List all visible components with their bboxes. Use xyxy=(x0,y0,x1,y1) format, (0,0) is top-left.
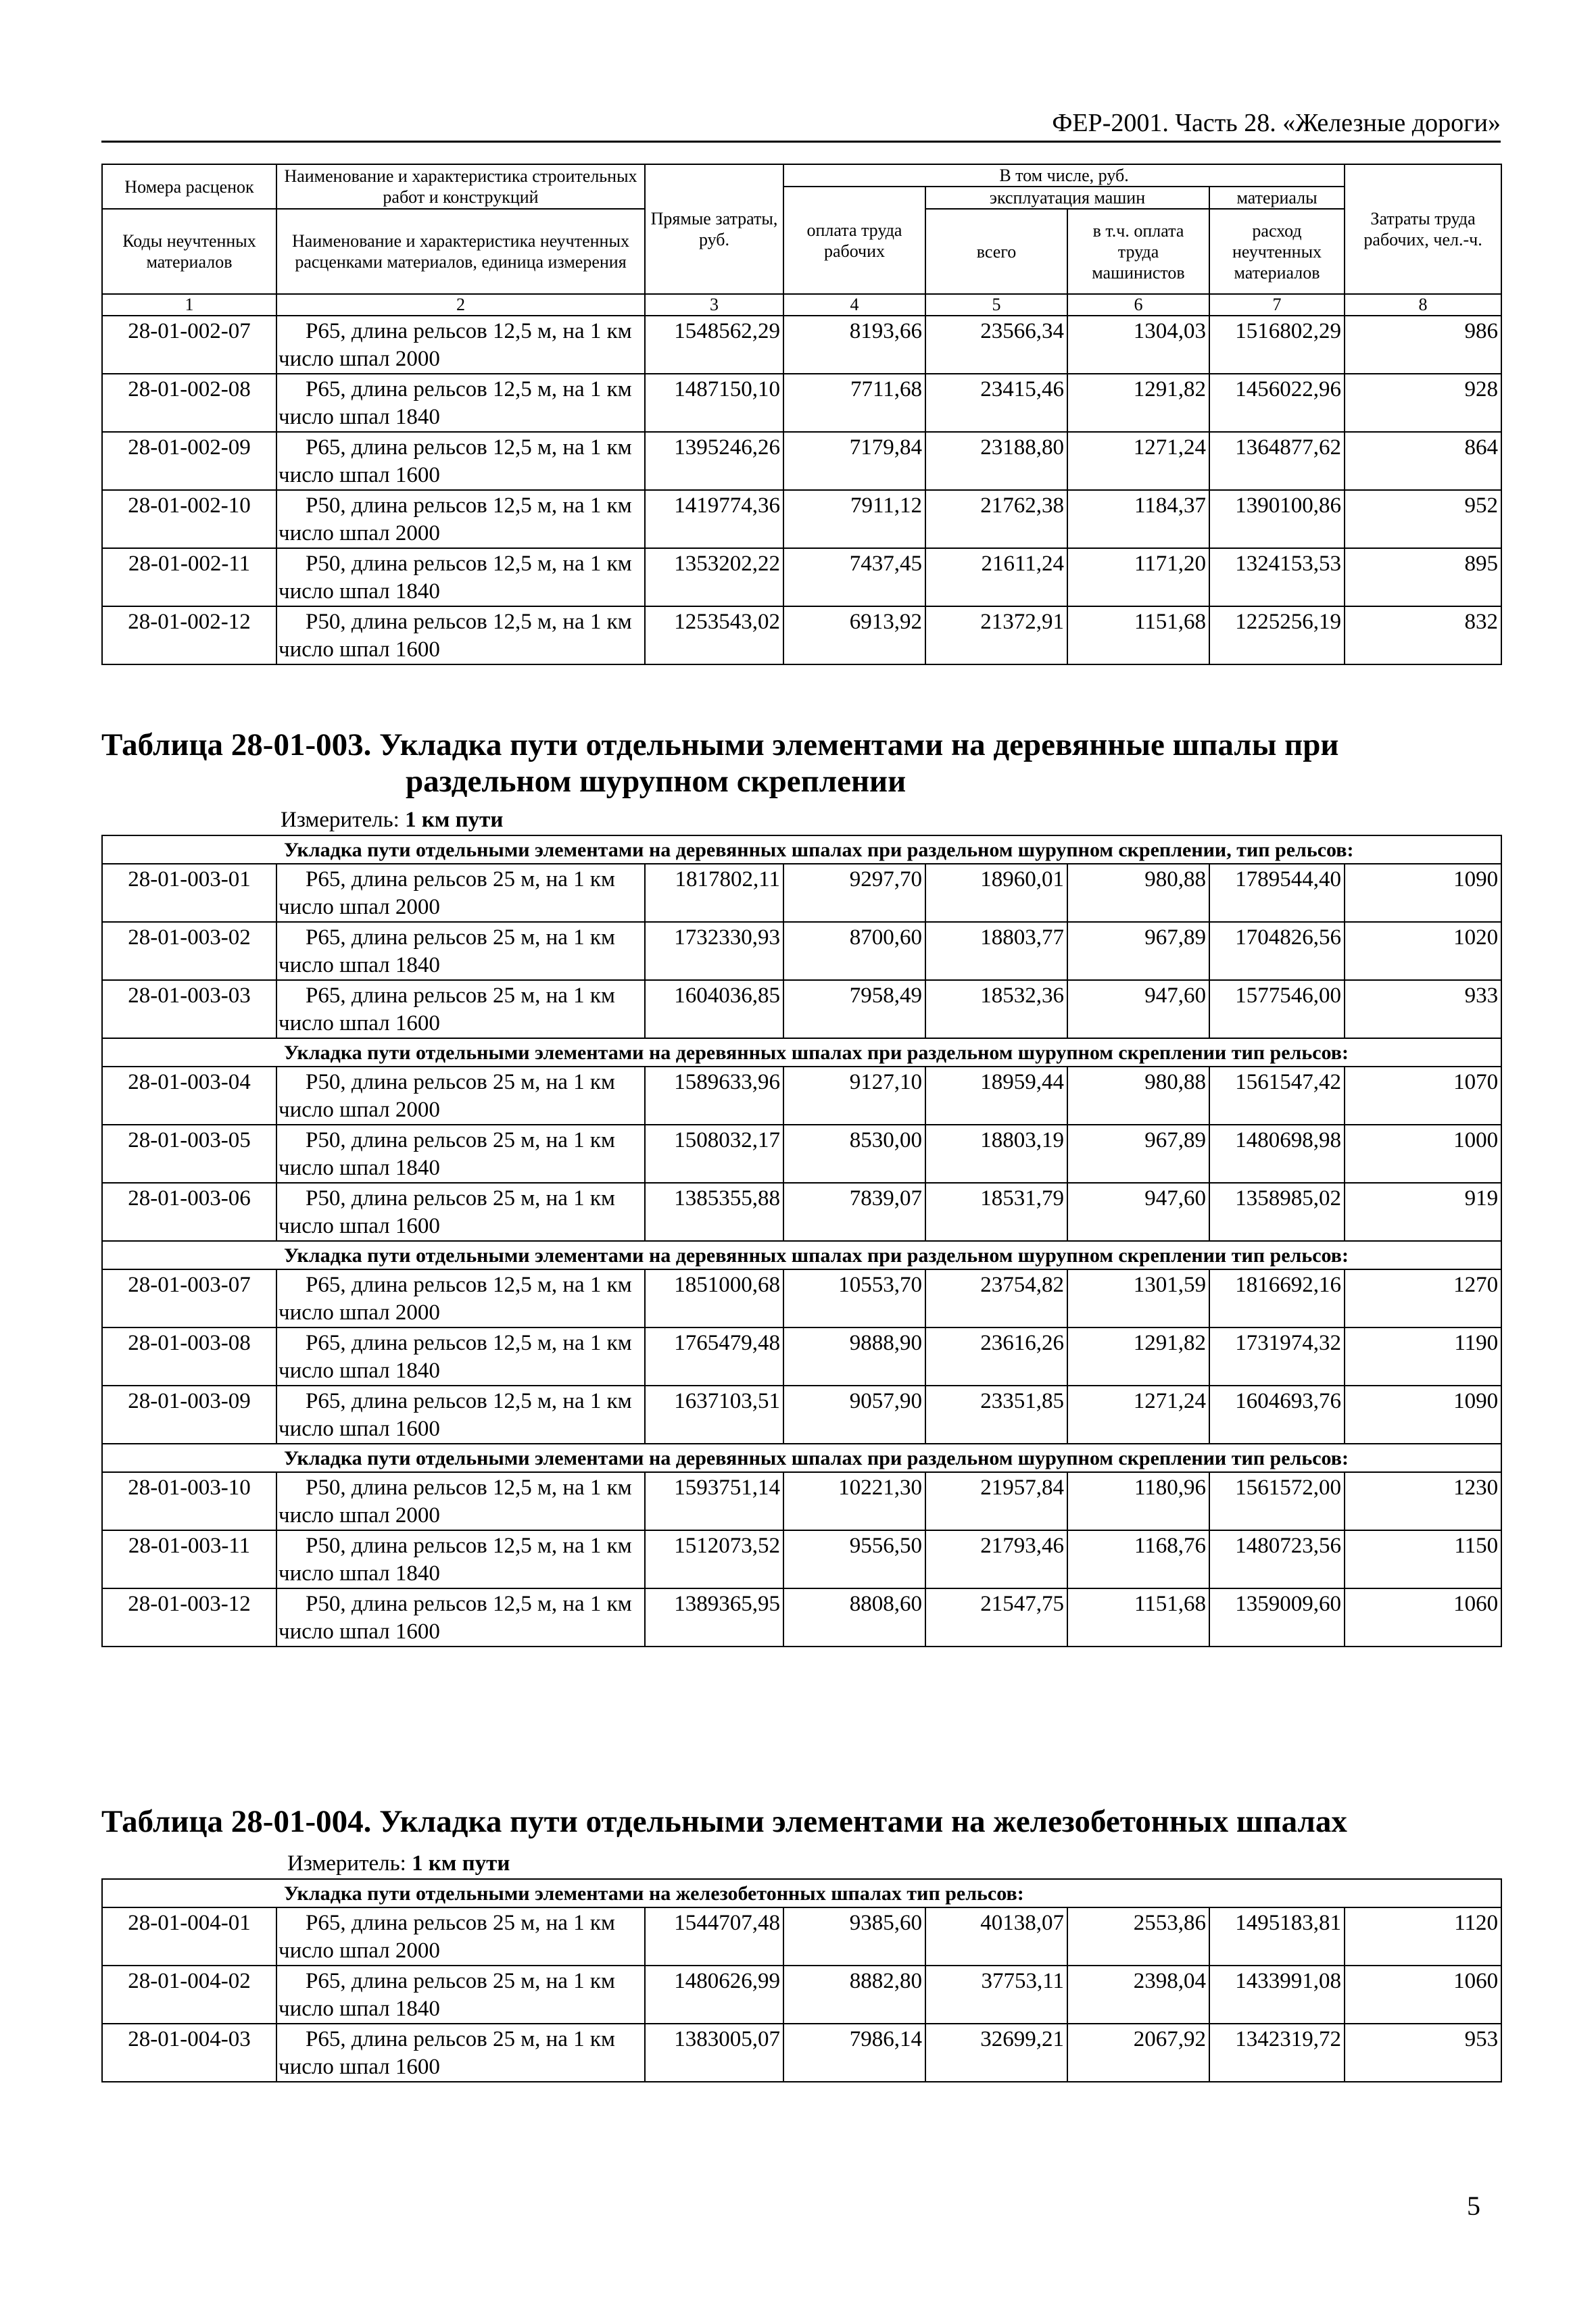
work-description: Р65, длина рельсов 12,5 м, на 1 км число шпал 1600 xyxy=(276,1386,645,1444)
materials-value: 1816692,16 xyxy=(1209,1269,1345,1327)
labor-pay-value: 8882,80 xyxy=(783,1966,925,2024)
rate-code: 28-01-003-07 xyxy=(102,1269,276,1327)
rate-code: 28-01-003-11 xyxy=(102,1530,276,1588)
work-description: Р65, длина рельсов 25 м, на 1 км число шпал 1840 xyxy=(276,1966,645,2024)
machinists-pay-value: 980,88 xyxy=(1067,1067,1209,1125)
machinists-pay-value: 1184,37 xyxy=(1067,490,1209,548)
labor-hours-value: 952 xyxy=(1345,490,1501,548)
direct-cost-value: 1385355,88 xyxy=(645,1183,783,1241)
materials-value: 1225256,19 xyxy=(1209,606,1345,664)
group-heading-row xyxy=(102,1879,1501,1907)
group-heading-row xyxy=(102,1444,1501,1472)
table-row xyxy=(102,548,1501,606)
work-description: Р65, длина рельсов 12,5 м, на 1 км число шпал 1840 xyxy=(276,374,645,432)
labor-pay-value: 7911,12 xyxy=(783,490,925,548)
table-row xyxy=(102,1907,1501,1966)
direct-cost-value: 1604036,85 xyxy=(645,980,783,1038)
labor-pay-value: 9297,70 xyxy=(783,864,925,922)
direct-cost-value: 1851000,68 xyxy=(645,1269,783,1327)
rate-code: 28-01-004-03 xyxy=(102,2024,276,2082)
table-row xyxy=(102,1183,1501,1241)
work-description: Р65, длина рельсов 12,5 м, на 1 км число шпал 1840 xyxy=(276,1327,645,1386)
labor-hours-value: 986 xyxy=(1345,316,1501,374)
labor-pay-value: 10553,70 xyxy=(783,1269,925,1327)
column-number: 1 xyxy=(102,294,276,316)
machines-total-value: 23188,80 xyxy=(925,432,1067,490)
table-row xyxy=(102,922,1501,980)
materials-value: 1390100,86 xyxy=(1209,490,1345,548)
labor-pay-value: 7958,49 xyxy=(783,980,925,1038)
header-materials: материалы xyxy=(1209,187,1345,209)
table-row xyxy=(102,1327,1501,1386)
group-heading-row xyxy=(102,1241,1501,1269)
labor-pay-value: 7437,45 xyxy=(783,548,925,606)
machines-total-value: 18803,19 xyxy=(925,1125,1067,1183)
labor-hours-value: 1020 xyxy=(1345,922,1501,980)
machinists-pay-value: 967,89 xyxy=(1067,922,1209,980)
labor-hours-value: 1270 xyxy=(1345,1269,1501,1327)
table-row xyxy=(102,1530,1501,1588)
machines-total-value: 23616,26 xyxy=(925,1327,1067,1386)
machines-total-value: 23415,46 xyxy=(925,374,1067,432)
machinists-pay-value: 947,60 xyxy=(1067,980,1209,1038)
work-description: Р50, длина рельсов 25 м, на 1 км число шпал 2000 xyxy=(276,1067,645,1125)
machinists-pay-value: 2553,86 xyxy=(1067,1907,1209,1966)
header-code-bottom: Коды неучтенных материалов xyxy=(102,209,276,294)
labor-hours-value: 864 xyxy=(1345,432,1501,490)
header-materials-sub: расход неучтенных материалов xyxy=(1209,209,1345,294)
machines-total-value: 18959,44 xyxy=(925,1067,1067,1125)
machines-total-value: 23351,85 xyxy=(925,1386,1067,1444)
machinists-pay-value: 1301,59 xyxy=(1067,1269,1209,1327)
table-row xyxy=(102,1067,1501,1125)
direct-cost-value: 1480626,99 xyxy=(645,1966,783,2024)
direct-cost-value: 1593751,14 xyxy=(645,1472,783,1530)
table-003-measure xyxy=(281,806,503,833)
materials-value: 1433991,08 xyxy=(1209,1966,1345,2024)
table-row xyxy=(102,1472,1501,1530)
rate-code: 28-01-004-01 xyxy=(102,1907,276,1966)
measure-label: Измеритель: xyxy=(281,808,400,832)
header-labor-cost: Затраты труда рабочих, чел.-ч. xyxy=(1345,164,1501,294)
materials-value: 1358985,02 xyxy=(1209,1183,1345,1241)
rate-code: 28-01-003-06 xyxy=(102,1183,276,1241)
table-row xyxy=(102,1588,1501,1647)
materials-value: 1577546,00 xyxy=(1209,980,1345,1038)
work-description: Р65, длина рельсов 25 м, на 1 км число шпал 1600 xyxy=(276,2024,645,2082)
rates-table-004 xyxy=(101,1878,1502,2082)
machines-total-value: 37753,11 xyxy=(925,1966,1067,2024)
labor-pay-value: 8193,66 xyxy=(783,316,925,374)
labor-hours-value: 928 xyxy=(1345,374,1501,432)
work-description: Р50, длина рельсов 12,5 м, на 1 км число шпал 1600 xyxy=(276,606,645,664)
labor-hours-value: 1090 xyxy=(1345,864,1501,922)
materials-value: 1456022,96 xyxy=(1209,374,1345,432)
machinists-pay-value: 2398,04 xyxy=(1067,1966,1209,2024)
labor-hours-value: 1120 xyxy=(1345,1907,1501,1966)
materials-value: 1359009,60 xyxy=(1209,1588,1345,1647)
labor-hours-value: 1090 xyxy=(1345,1386,1501,1444)
column-number: 8 xyxy=(1345,294,1501,316)
direct-cost-value: 1508032,17 xyxy=(645,1125,783,1183)
machinists-pay-value: 1180,96 xyxy=(1067,1472,1209,1530)
machinists-pay-value: 967,89 xyxy=(1067,1125,1209,1183)
machines-total-value: 23754,82 xyxy=(925,1269,1067,1327)
materials-value: 1480698,98 xyxy=(1209,1125,1345,1183)
header-name-top: Наименование и характеристика строительных работ и конструкций xyxy=(276,164,645,209)
labor-hours-value: 933 xyxy=(1345,980,1501,1038)
machines-total-value: 32699,21 xyxy=(925,2024,1067,2082)
measure-label: Измеритель: xyxy=(287,1851,406,1876)
table-row xyxy=(102,374,1501,432)
header-direct: Прямые затраты, руб. xyxy=(645,164,783,294)
table-004-title: Таблица 28-01-004. Укладка пути отдельными элементами на железобетонных шпалах xyxy=(101,1804,1347,1839)
labor-pay-value: 10221,30 xyxy=(783,1472,925,1530)
labor-hours-value: 895 xyxy=(1345,548,1501,606)
direct-cost-value: 1544707,48 xyxy=(645,1907,783,1966)
page-number: 5 xyxy=(1467,2191,1480,2221)
machinists-pay-value: 2067,92 xyxy=(1067,2024,1209,2082)
table-row xyxy=(102,1386,1501,1444)
materials-value: 1480723,56 xyxy=(1209,1530,1345,1588)
labor-pay-value: 6913,92 xyxy=(783,606,925,664)
rate-code: 28-01-003-09 xyxy=(102,1386,276,1444)
direct-cost-value: 1487150,10 xyxy=(645,374,783,432)
machinists-pay-value: 1151,68 xyxy=(1067,1588,1209,1647)
column-number: 5 xyxy=(925,294,1067,316)
materials-value: 1789544,40 xyxy=(1209,864,1345,922)
direct-cost-value: 1395246,26 xyxy=(645,432,783,490)
labor-hours-value: 1190 xyxy=(1345,1327,1501,1386)
machinists-pay-value: 1291,82 xyxy=(1067,1327,1209,1386)
group-heading: Укладка пути отдельными элементами на деревянных шпалах при раздельном шурупном скреплении тип рельсов: xyxy=(102,1038,1501,1067)
machinists-pay-value: 947,60 xyxy=(1067,1183,1209,1241)
rate-code: 28-01-003-01 xyxy=(102,864,276,922)
table-row xyxy=(102,864,1501,922)
rate-code: 28-01-002-11 xyxy=(102,548,276,606)
work-description: Р50, длина рельсов 25 м, на 1 км число шпал 1840 xyxy=(276,1125,645,1183)
table-003-title xyxy=(101,727,1501,800)
column-number: 7 xyxy=(1209,294,1345,316)
labor-pay-value: 9057,90 xyxy=(783,1386,925,1444)
work-description: Р50, длина рельсов 12,5 м, на 1 км число шпал 1840 xyxy=(276,1530,645,1588)
direct-cost-value: 1253543,02 xyxy=(645,606,783,664)
rate-code: 28-01-002-10 xyxy=(102,490,276,548)
labor-pay-value: 8530,00 xyxy=(783,1125,925,1183)
header-machines: эксплуатация машин xyxy=(925,187,1209,209)
group-heading: Укладка пути отдельными элементами на деревянных шпалах при раздельном шурупном скреплении, тип рельсов: xyxy=(102,835,1501,864)
table-row xyxy=(102,1966,1501,2024)
direct-cost-value: 1637103,51 xyxy=(645,1386,783,1444)
machines-total-value: 21611,24 xyxy=(925,548,1067,606)
work-description: Р65, длина рельсов 12,5 м, на 1 км число шпал 2000 xyxy=(276,316,645,374)
machinists-pay-value: 1271,24 xyxy=(1067,432,1209,490)
materials-value: 1495183,81 xyxy=(1209,1907,1345,1966)
machines-total-value: 21547,75 xyxy=(925,1588,1067,1647)
labor-pay-value: 9888,90 xyxy=(783,1327,925,1386)
work-description: Р65, длина рельсов 12,5 м, на 1 км число шпал 1600 xyxy=(276,432,645,490)
machinists-pay-value: 1271,24 xyxy=(1067,1386,1209,1444)
machines-total-value: 23566,34 xyxy=(925,316,1067,374)
rates-table-002 xyxy=(101,164,1502,665)
work-description: Р65, длина рельсов 25 м, на 1 км число шпал 2000 xyxy=(276,1907,645,1966)
rate-code: 28-01-003-03 xyxy=(102,980,276,1038)
header-machines-incl: в т.ч. оплата труда машинистов xyxy=(1067,209,1209,294)
machines-total-value: 21372,91 xyxy=(925,606,1067,664)
materials-value: 1604693,76 xyxy=(1209,1386,1345,1444)
work-description: Р65, длина рельсов 25 м, на 1 км число шпал 1600 xyxy=(276,980,645,1038)
direct-cost-value: 1419774,36 xyxy=(645,490,783,548)
group-heading: Укладка пути отдельными элементами на деревянных шпалах при раздельном шурупном скреплении тип рельсов: xyxy=(102,1241,1501,1269)
rate-code: 28-01-003-12 xyxy=(102,1588,276,1647)
rate-code: 28-01-003-08 xyxy=(102,1327,276,1386)
labor-hours-value: 1000 xyxy=(1345,1125,1501,1183)
machinists-pay-value: 980,88 xyxy=(1067,864,1209,922)
machines-total-value: 40138,07 xyxy=(925,1907,1067,1966)
measure-value: 1 км пути xyxy=(412,1851,510,1876)
labor-hours-value: 1060 xyxy=(1345,1588,1501,1647)
labor-pay-value: 7986,14 xyxy=(783,2024,925,2082)
direct-cost-value: 1383005,07 xyxy=(645,2024,783,2082)
rates-table-003 xyxy=(101,835,1502,1647)
direct-cost-value: 1353202,22 xyxy=(645,548,783,606)
labor-hours-value: 953 xyxy=(1345,2024,1501,2082)
table-row xyxy=(102,606,1501,664)
machinists-pay-value: 1171,20 xyxy=(1067,548,1209,606)
column-number: 4 xyxy=(783,294,925,316)
work-description: Р50, длина рельсов 12,5 м, на 1 км число шпал 2000 xyxy=(276,490,645,548)
group-heading: Укладка пути отдельными элементами на железобетонных шпалах тип рельсов: xyxy=(102,1879,1501,1907)
column-number: 3 xyxy=(645,294,783,316)
labor-pay-value: 9127,10 xyxy=(783,1067,925,1125)
machinists-pay-value: 1291,82 xyxy=(1067,374,1209,432)
rate-code: 28-01-003-10 xyxy=(102,1472,276,1530)
work-description: Р50, длина рельсов 12,5 м, на 1 км число шпал 1840 xyxy=(276,548,645,606)
labor-hours-value: 1150 xyxy=(1345,1530,1501,1588)
header-code-top: Номера расценок xyxy=(102,164,276,209)
rate-code: 28-01-002-07 xyxy=(102,316,276,374)
table-row xyxy=(102,2024,1501,2082)
direct-cost-value: 1732330,93 xyxy=(645,922,783,980)
measure-value: 1 км пути xyxy=(405,808,504,832)
rate-code: 28-01-003-02 xyxy=(102,922,276,980)
table-row xyxy=(102,432,1501,490)
materials-value: 1561572,00 xyxy=(1209,1472,1345,1530)
materials-value: 1731974,32 xyxy=(1209,1327,1345,1386)
work-description: Р50, длина рельсов 25 м, на 1 км число шпал 1600 xyxy=(276,1183,645,1241)
machinists-pay-value: 1304,03 xyxy=(1067,316,1209,374)
work-description: Р50, длина рельсов 12,5 м, на 1 км число шпал 2000 xyxy=(276,1472,645,1530)
direct-cost-value: 1548562,29 xyxy=(645,316,783,374)
labor-hours-value: 832 xyxy=(1345,606,1501,664)
machinists-pay-value: 1168,76 xyxy=(1067,1530,1209,1588)
labor-hours-value: 1060 xyxy=(1345,1966,1501,2024)
labor-pay-value: 8700,60 xyxy=(783,922,925,980)
header-name-bottom: Наименование и характеристика неучтенных расценками материалов, единица измерения xyxy=(276,209,645,294)
header-machines-total: всего xyxy=(925,209,1067,294)
direct-cost-value: 1389365,95 xyxy=(645,1588,783,1647)
table-row xyxy=(102,490,1501,548)
direct-cost-value: 1512073,52 xyxy=(645,1530,783,1588)
rate-code: 28-01-002-12 xyxy=(102,606,276,664)
column-number: 2 xyxy=(276,294,645,316)
labor-pay-value: 7179,84 xyxy=(783,432,925,490)
group-heading: Укладка пути отдельными элементами на деревянных шпалах при раздельном шурупном скреплении тип рельсов: xyxy=(102,1444,1501,1472)
column-number: 6 xyxy=(1067,294,1209,316)
direct-cost-value: 1589633,96 xyxy=(645,1067,783,1125)
machines-total-value: 21957,84 xyxy=(925,1472,1067,1530)
materials-value: 1342319,72 xyxy=(1209,2024,1345,2082)
rate-code: 28-01-003-05 xyxy=(102,1125,276,1183)
group-heading-row xyxy=(102,1038,1501,1067)
labor-pay-value: 7839,07 xyxy=(783,1183,925,1241)
materials-value: 1704826,56 xyxy=(1209,922,1345,980)
table-row xyxy=(102,316,1501,374)
machines-total-value: 18532,36 xyxy=(925,980,1067,1038)
header-incl: В том числе, руб. xyxy=(783,164,1345,187)
header-labor-pay: оплата труда рабочих xyxy=(783,187,925,294)
work-description: Р50, длина рельсов 12,5 м, на 1 км число шпал 1600 xyxy=(276,1588,645,1647)
labor-pay-value: 7711,68 xyxy=(783,374,925,432)
rate-code: 28-01-002-09 xyxy=(102,432,276,490)
machines-total-value: 18960,01 xyxy=(925,864,1067,922)
rate-code: 28-01-004-02 xyxy=(102,1966,276,2024)
group-heading-row xyxy=(102,835,1501,864)
machines-total-value: 18803,77 xyxy=(925,922,1067,980)
labor-pay-value: 9556,50 xyxy=(783,1530,925,1588)
table-row xyxy=(102,980,1501,1038)
machinists-pay-value: 1151,68 xyxy=(1067,606,1209,664)
direct-cost-value: 1765479,48 xyxy=(645,1327,783,1386)
rate-code: 28-01-003-04 xyxy=(102,1067,276,1125)
work-description: Р65, длина рельсов 25 м, на 1 км число шпал 2000 xyxy=(276,864,645,922)
labor-hours-value: 1230 xyxy=(1345,1472,1501,1530)
materials-value: 1324153,53 xyxy=(1209,548,1345,606)
labor-pay-value: 8808,60 xyxy=(783,1588,925,1647)
materials-value: 1364877,62 xyxy=(1209,432,1345,490)
materials-value: 1516802,29 xyxy=(1209,316,1345,374)
table-004-measure xyxy=(287,1850,510,1877)
work-description: Р65, длина рельсов 25 м, на 1 км число шпал 1840 xyxy=(276,922,645,980)
table-003-title-line2: раздельном шурупном скреплении xyxy=(406,764,906,799)
labor-hours-value: 1070 xyxy=(1345,1067,1501,1125)
labor-hours-value: 919 xyxy=(1345,1183,1501,1241)
column-numbers-row xyxy=(102,294,1501,316)
table-row xyxy=(102,1269,1501,1327)
rate-code: 28-01-002-08 xyxy=(102,374,276,432)
direct-cost-value: 1817802,11 xyxy=(645,864,783,922)
machines-total-value: 18531,79 xyxy=(925,1183,1067,1241)
work-description: Р65, длина рельсов 12,5 м, на 1 км число шпал 2000 xyxy=(276,1269,645,1327)
machines-total-value: 21762,38 xyxy=(925,490,1067,548)
materials-value: 1561547,42 xyxy=(1209,1067,1345,1125)
machines-total-value: 21793,46 xyxy=(925,1530,1067,1588)
labor-pay-value: 9385,60 xyxy=(783,1907,925,1966)
table-003-title-line1: Таблица 28-01-003. Укладка пути отдельными элементами на деревянные шпалы при xyxy=(101,727,1339,762)
running-header: ФЕР-2001. Часть 28. «Железные дороги» xyxy=(101,108,1501,143)
table-row xyxy=(102,1125,1501,1183)
